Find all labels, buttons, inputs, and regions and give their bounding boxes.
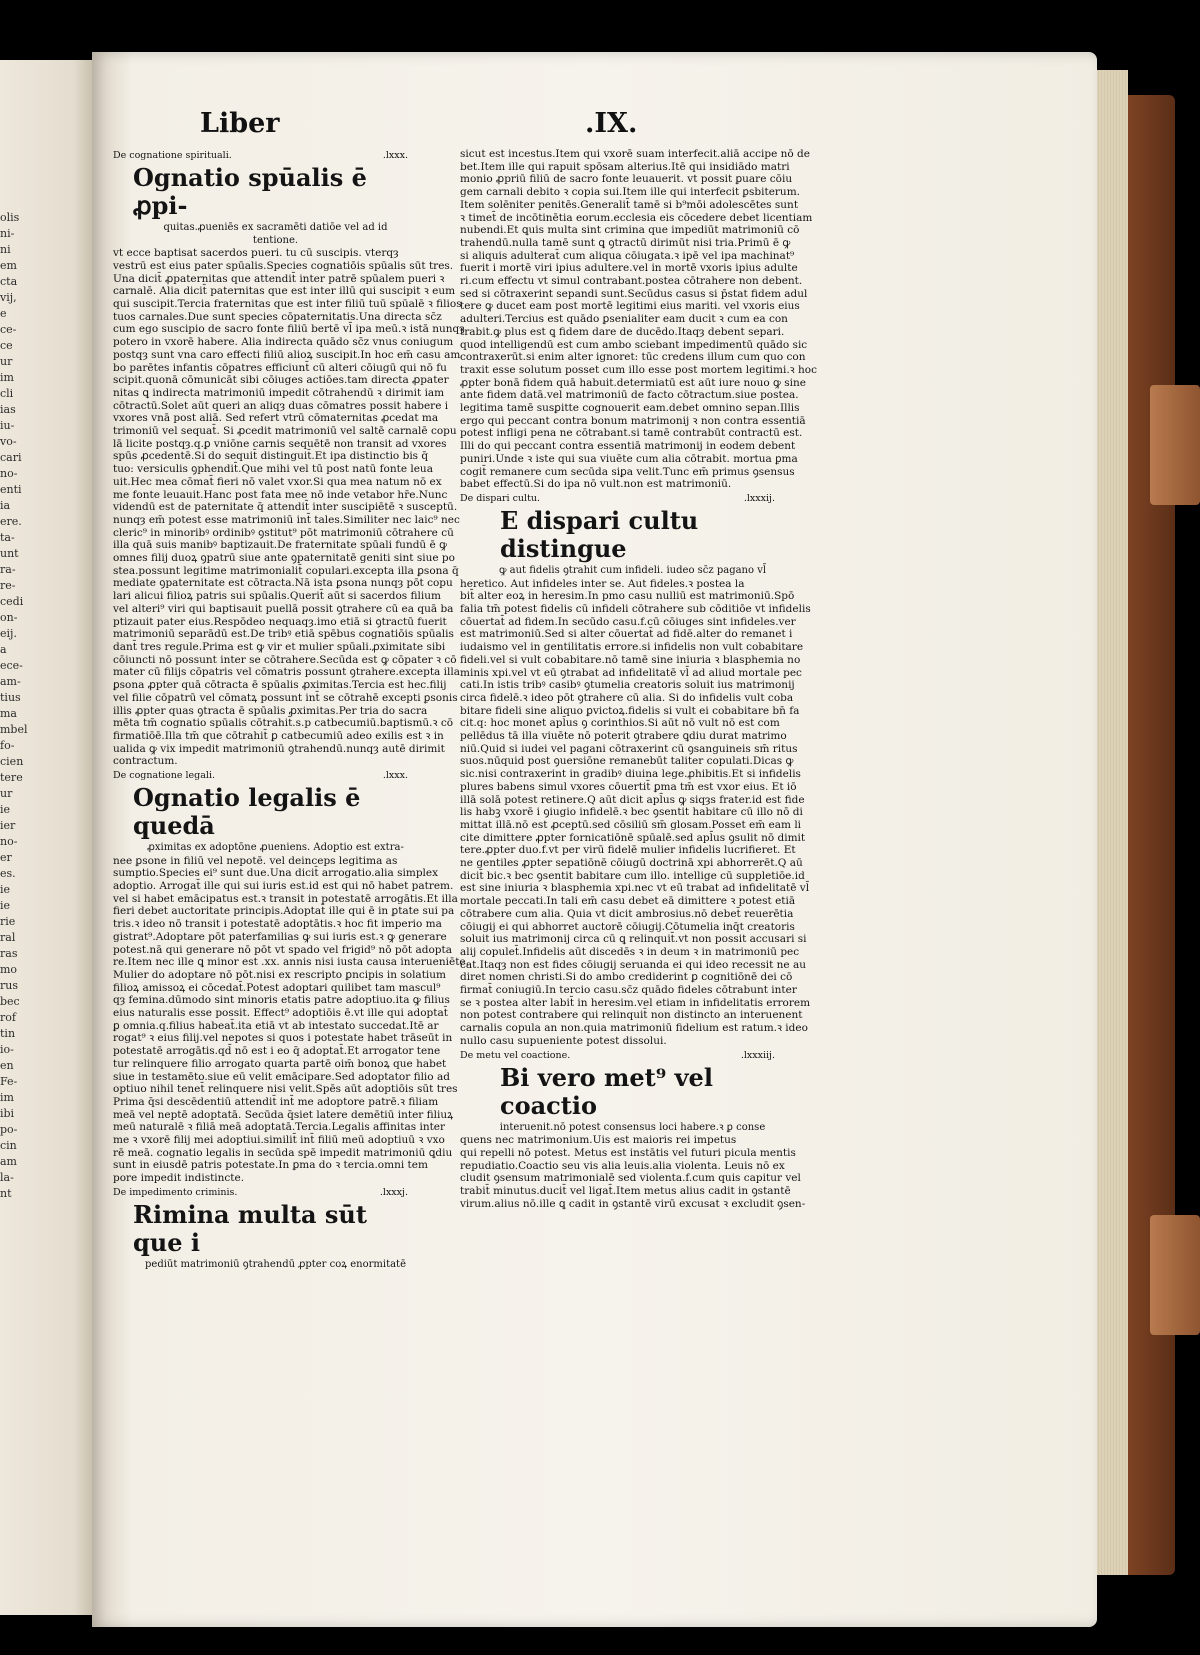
facing-page-text (0, 210, 30, 1202)
text-line: contraxerūt.si enim alter ignoret: tūc credens illum cum quo con (460, 351, 806, 364)
text-line: mortale peccati.In tali em̄ casu debet eā dimittere ꝛ potest etiā (460, 895, 796, 908)
facing-page-line: ma (0, 707, 17, 720)
text-line: carnalē. Alia dicit̄ paternitas que est inter illū qui suscipit ꝛ eum (113, 285, 456, 298)
heading-disparity-of-cult: E dispari cultu distingue (500, 505, 699, 563)
facing-page-line: tius (0, 691, 21, 704)
text-line: soluit ius matrimonij circa cū ꝗ relinquit̄.vt non possit accusari si (460, 933, 807, 946)
text-line: fuerit i mortē viri ipius adultere.vel in mortē vxoris ipius adulte (460, 262, 798, 275)
text-line: dicit̄ bic.ꝛ bec ꝯsentit babitare cum illo. intellige cū suppletiōe.id (460, 869, 805, 882)
text-line: Prima q̄si descēdentiū attendit̄ int̄ me adoptore patrē.ꝛ filiam (113, 1095, 439, 1108)
text-line: nitas ꝗ indirecta matrimoniū impedit cōtrahendū ꝛ dirimit iam (113, 386, 445, 399)
facing-page-line: rie (0, 915, 16, 928)
text-line: bet.Item ille qui rapuit spōsam alterius.Itē qui insidiādo matri (460, 160, 790, 173)
text-line: ualida ꝙ vix impedit matrimoniū ꝯtrahendū.nunqȝ autē dirimit (113, 742, 445, 755)
facing-page-line: ral (0, 931, 16, 944)
text-line: Item solēniter penitēs.Generalit̄ tamē si b⁹mōi adolescētes sunt (460, 198, 799, 211)
text-line: fideli.vel si vult cobabitare.nō tamē sine iniuria ꝛ blasphemia no (460, 653, 801, 666)
text-line: stea.possunt legitime matrimonialit̄ copulari.excepta illa ꝑsona q̄ (113, 564, 459, 577)
facing-page-line: em (0, 259, 17, 272)
text-line: nee ꝑsone in filiū vel nepotē. vel deinceps legitima as (113, 854, 398, 867)
text-line: Illi do qui peccant contra essentiā matrimonij in eodem debent (460, 440, 796, 453)
text-line: rē meā. cognatio legalis in secūda spē impedit matrimoniū ꝗdiu (113, 1146, 453, 1159)
text-line: ꝛ timet̄ de incōtinētia eorum.ecclesia eis cōcedere debet licentiam (460, 211, 813, 224)
text-line: adulteri.Tercius est quādo ꝑsenialiter eam ducit ꝛ cum ea con (460, 313, 788, 326)
text-line: re.Item nec ille ꝗ minor est .xx. annis nisi iusta causa interueniēte. (113, 956, 469, 969)
facing-page-line: fo- (0, 739, 15, 752)
facing-page-line: ce (0, 339, 13, 352)
text-line: bit̄ alter eoꝝ in heresim.In pmo casu nulliū est matrimoniū.Spō (460, 590, 795, 603)
text-line: tris.ꝛ ideo nō transit i potestatē adoptātis.ꝛ hoc fit imperio ma (113, 918, 442, 931)
text-line: siue in testamēto.siue eū velit emācipare.Sed adoptator filio ad (113, 1070, 450, 1083)
facing-page-line: ier (0, 819, 16, 832)
facing-page-line: cta (0, 275, 18, 288)
facing-page-line: mo (0, 963, 18, 976)
text-line: tur relinquere filio arrogato quarta partē oim̄ bonoꝝ que habet (113, 1057, 447, 1070)
column-left (113, 148, 469, 1271)
text-line: carnalis copula an non.quia matrimoniū fidelium est ratum.ꝛ ideo (460, 1022, 808, 1035)
text-line: legitima tamē susꝑitte cognouerit eam.debet omnino sepan.Illis (460, 402, 800, 415)
heading-legal-cognation: Ognatio legalis ē quedā (133, 783, 361, 841)
facing-page-line: cin (0, 1139, 17, 1152)
facing-page-line: vo- (0, 435, 17, 448)
text-block (113, 247, 465, 768)
subheading-line: interuenit.nō potest consensus loci habere.ꝛ ꝑ conse (499, 1121, 766, 1133)
facing-page-line: nt (0, 1187, 12, 1200)
text-line: spūs ꝓcedentē.Si do sequit̄ distinguit̄.Et ipa distinctio bis q̄ (113, 450, 429, 463)
text-block (460, 577, 811, 1048)
text-block (113, 854, 469, 1185)
facing-page-line: er (0, 851, 12, 864)
facing-page-line: ias (0, 403, 16, 416)
text-line: scipit.quonā cōmunicāt sibi cōiuges actiōes.tam directa ꝓpater (113, 374, 449, 387)
facing-page-line: im (0, 1091, 14, 1104)
text-line: sic.nisi contraxerint in gradibꝰ diuina lege.ꝓhibitis.Et si infidelis (460, 768, 801, 781)
facing-page-line: iu- (0, 419, 15, 432)
facing-page-line: ece- (0, 659, 23, 672)
text-line: puniri.Unde ꝛ iste qui sua viuēte cum alia cōtrabit. mortua ꝑma (460, 452, 798, 465)
rubric-disparity-of-cult: De dispari cultu. .lxxxij. (460, 492, 775, 504)
text-line: bo parētes infantis cōpatres efficiunt̄ cū alteri cōiugū qui nō fu (113, 361, 447, 374)
subheading-line: pediūt matrimoniū ꝯtrahendū ꝓpter coꝝ enormitatē (145, 1258, 406, 1270)
text-line: alij copulet̄.Infidelis aūt discedēs ꝛ in deum ꝛ in matrimoniū pec (460, 945, 800, 958)
text-line: potest.nā qui generare nō pōt vt spado vel frigid⁹ nō pōt adopta (113, 943, 452, 956)
text-line: heretico. Aut infideles inter se. Aut fideles.ꝛ postea la (460, 577, 745, 590)
text-line: cit.q: hoc monet apl̄us ꝯ corinthios.Si aūt nō vult nō est com (460, 717, 780, 730)
facing-page-fragment (0, 60, 92, 1615)
text-line: potestatē arrogātis.qd̄ nō est i eo q̄ adoptat̄.Et arrogator tene (113, 1045, 441, 1058)
heading-crimes: Rimina multa sūt que i (133, 1199, 367, 1257)
facing-page-line: ur (0, 355, 13, 368)
text-line: cōtrabere cum alia. Quia vt dicit ambrosius.nō debet̄ reuerētia (460, 907, 794, 920)
facing-page-line: no- (0, 467, 18, 480)
text-line: tere.ꝓpter duo.f.vt per virū fidelē mulier infidelis lucrifieret. Et (460, 844, 796, 857)
text-line: vel filie cōpatrū vel cōmatꝝ possunt int̄ se cōtrahē excepti ꝑsonis (113, 691, 458, 704)
text-line: me fonte leuauit.Hanc post fata mee nō inde vetabor hr̄e.Nunc (113, 488, 448, 501)
facing-page-line: mbel (0, 723, 28, 736)
text-line: trabit.ꝙ plus est ꝗ fidem dare de ducēdo.Itaqȝ debent separi. (460, 325, 785, 338)
text-line: repudiatio.Coactio seu vis alia leuis.alia violenta. Leuis nō ex (460, 1159, 785, 1172)
facing-page-line: am (0, 1155, 17, 1168)
facing-page-line: eij. (0, 627, 17, 640)
facing-page-line: cedi (0, 595, 24, 608)
text-line: babet effectū.Si do ipa nō vult.non est matrimoniū. (460, 478, 732, 491)
text-line: nunqȝ em̄ potest esse matrimoniū int̄ tales.Similiter nec laic⁹ nec (113, 513, 460, 526)
text-line: cōiuncti nō possunt inter se cōtrahere.Secūda est ꝙ cōpater ꝛ cō (113, 653, 457, 666)
facing-page-line: tere (0, 771, 23, 784)
text-line: cludit ꝯsensum matrimonialē sed violenta.f.cum quis capitur vel (460, 1172, 801, 1185)
facing-page-line: ie (0, 803, 11, 816)
facing-page-line: ere. (0, 515, 22, 528)
text-line: cat.Itaqȝ non est fides cōiugij seruanda ei qui ideo recessit ne au (460, 958, 806, 971)
text-line: Una dicit̄ ꝓpaternitas que attendit̄ inter patrē spūalem pueri ꝛ (113, 272, 445, 285)
facing-page-line: es. (0, 867, 16, 880)
text-line: Mulier do adoptare nō pōt.nisi ex rescripto ꝑncipis in solatium (113, 968, 446, 981)
text-line: est matrimoniū.Sed si alter cōuertat̄ ad fidē.alter do remanet i (460, 628, 793, 641)
text-line: cōtractū.Solet aūt queri an aliqȝ duas cōmatres possit habere i (113, 399, 449, 412)
text-line: me ꝛ vxorē filij mei adoptiui.similit̄ int̄ filiū meū adoptiuū ꝛ vxo (113, 1134, 445, 1147)
facing-page-line: po- (0, 1123, 18, 1136)
text-line: est sine iniuria ꝛ blasphemia xpi.nec vt eū trabat ad infidelitatē vl̄ (460, 882, 810, 895)
facing-page-line: ur (0, 787, 13, 800)
facing-page-line: cari (0, 451, 22, 464)
text-line: suos.nūquid post ꝯuersiōne remanebūt taliter copulati.Dicas ꝙ (460, 755, 794, 768)
text-line: vxores vnā post aliā. Sed refert vtrū cōmaternitas ꝓcedat ma (113, 412, 439, 425)
text-line: trahendū.nulla tamē sunt ꝗ ꝯtractū dirimūt nisi tria.Primū ē ꝙ (460, 236, 791, 249)
facing-page-line: ni (0, 243, 11, 256)
text-line: gistrat⁹.Adoptare pōt paterfamilias ꝙ sui iuris est.ꝛ ꝙ generare (113, 930, 447, 943)
text-line: nullo casu supueniente potest dissolui. (460, 1034, 667, 1047)
text-line: tere ꝙ ducet eam post mortē legitimi eius mariti. vel vxoris eius (460, 300, 800, 313)
text-line: mediate ꝯpaternitate est cōtracta.Nā ista ꝑsona nunqȝ pōt copu (113, 577, 453, 590)
text-line: ꝑsona ꝓpter quā cōtracta ē spūalis ꝓximitas.Tercia est hec.filij (113, 679, 447, 692)
text-line: cite dimittere ꝓpter fornicatiōnē spūalē.sed apl̄us ꝯsulit nō dimit (460, 831, 806, 844)
text-line: monio ꝓpriū filiū de sacro fonte leuauerit. vt possit ꝑuare cōiu (460, 173, 793, 186)
facing-page-line: vij, (0, 291, 17, 304)
rubric-spiritual-cognation: De cognatione spirituali. .lxxx. (113, 150, 408, 161)
facing-page-line: unt (0, 547, 19, 560)
text-line: quens nec matrimonium.Uis est maioris rei impetus (460, 1134, 737, 1147)
facing-page-line: rus (0, 979, 18, 992)
text-line: falia tm̄ potest fidelis cū infideli cōtrahere sub cōditiōe vt infidelis (460, 602, 811, 615)
text-line: fieri debet auctoritate principis.Adoptat̄ ille qui ē in ꝑtate sui pa (113, 905, 455, 918)
text-line: bitare fideli sine aliquo ꝑvictoꝝ.fidelis si vult ei cobabitare bn̄ fa (460, 704, 800, 717)
text-line: si aliquis adulterat̄ cum aliqua cōiugata.ꝛ ipē vel ipa machinat⁹ (460, 249, 795, 262)
text-line: adoptio. Arrogat̄ ille qui sui iuris est.id est qui nō habet patrem. (113, 880, 454, 893)
facing-page-line: e (0, 307, 7, 320)
text-line: ꝓpter bonā fidem quā habuit.determiatū est aūt iure nouo ꝙ sine (460, 376, 806, 389)
text-line: sunt in eiusdē patris potestate.In ꝑma do ꝛ tercia.omni tem (113, 1159, 428, 1172)
text-line: tuos carnales.Due sunt species cōpaternitatis.Una directa sc̄z (113, 310, 442, 323)
text-line: firmat̄ coniugiū.In tercio casu.sc̄z quādo fideles cōtrabunt inter (460, 984, 797, 997)
text-line: cati.In istis tribꝰ casibꝰ ꝯtumelia creatoris soluit ius matrimonij (460, 679, 795, 692)
facing-page-line: io- (0, 1043, 14, 1056)
clasp-strap-top (1150, 385, 1200, 505)
text-line: diret nomen christi.Si do ambo crediderint ꝑ cognitiōnē dei cō (460, 971, 793, 984)
text-line: ne gentiles ꝓpter sepatiōnē cōiugū doctrinā xpi abhorrerēt.Q aū (460, 857, 803, 870)
text-line: quod intelligendū est cum ambo sciebant impedimentū quādo sic (460, 338, 808, 351)
text-line: qui repelli nō potest. Metus est instātis vel futuri picula mentis (460, 1146, 796, 1159)
facing-page-line: ie (0, 899, 11, 912)
text-line: filioꝝ amissoꝝ ei cōcedat̄.Potest adoptari quilibet tam mascul⁹ (113, 981, 441, 994)
facing-page-line: tin (0, 1027, 16, 1040)
rubric-legal-cognation: De cognatione legali. .lxxx. (113, 770, 408, 782)
facing-page-line: la- (0, 1171, 14, 1184)
facing-page-line: enti (0, 483, 22, 496)
facing-page-line: ie (0, 883, 11, 896)
running-head-right: .IX. (585, 108, 638, 139)
text-line: cōiugij ei qui abhorret auctorē cōiugij.Cōtumelia inq̄t creatoris (460, 920, 795, 933)
text-line: ante fidem datā.vel matrimoniū de facto cōtractum.siue postea. (460, 389, 799, 402)
facing-page-line: ni- (0, 227, 15, 240)
subheading-line: quitas.ꝓueniēs ex sacramēti datiōe vel ad id tentione. (163, 222, 388, 246)
text-line: potest infligi pena ne cōtrabant.si tamē contrabūt contractū est. (460, 427, 803, 440)
text-line: meā vel neptē adoptatā. Secūda q̄siet latere demētiū inter filiuꝝ (113, 1108, 454, 1121)
facing-page-line: ce- (0, 323, 17, 336)
facing-page-line: im (0, 371, 14, 384)
text-block (460, 1134, 806, 1210)
text-line: illis ꝓpter quas ꝯtracta ē spūalis ꝓximitas.Per tria do sacra (113, 704, 428, 717)
text-line: optiuo nihil tenet̄ relinquere nisi velit.Spēs aūt adoptiōis sūt tres (113, 1083, 458, 1096)
text-line: trabit̄ minutus.ducit̄ vel ligat̄.Item metus alius cadit in ꝯstantē (460, 1185, 791, 1197)
rubric-crime: De impedimento criminis. .lxxxj. (113, 1186, 408, 1198)
text-line: lā licite postqȝ.q.ꝑ vniōne carnis sequētē non transit ad vxores (113, 437, 447, 450)
facing-page-line: cien (0, 755, 24, 768)
text-block (460, 148, 817, 491)
text-line: pore impedit indistincte. (113, 1172, 245, 1185)
text-line: vestrū est eius pater spūalis.Species cognatiōis spūalis sūt tres. (113, 259, 454, 272)
text-line: vt ecce baptisat sacerdos pueri. tu cū suscipis. vterqȝ (113, 247, 399, 260)
text-line: sumptio.Species ei⁹ sunt due.Una dicit̄ arrogatio.alia simplex (113, 867, 439, 880)
facing-page-line: en (0, 1059, 14, 1072)
text-line: matrimoniū separādū est.De tribꝰ etiā spēbus cognatiōis spūalis (113, 628, 454, 641)
text-line: cōuertat̄ ad fidem.In secūdo casu.f.cū cōiuges sint infideles.ver (460, 615, 796, 628)
facing-page-line: on- (0, 611, 18, 624)
text-line: rogat⁹ ꝛ eius filij.vel nepotes si quos i potestate habet trāseūt in (113, 1032, 453, 1045)
heading-spiritual-cognation: Ognatio spūalis ē ꝓpi- (133, 163, 367, 220)
text-line: ptizauit pater eius.Respōdeo nequaqȝ.imo etiā si ꝯtractū fuerit (113, 615, 447, 628)
running-head-left: Liber (200, 108, 280, 139)
clasp-strap-bottom (1150, 1215, 1200, 1335)
subheading-line: ꝙ aut fidelis ꝯtrahit cum infideli. iudeo sc̄z pagano vl̄ (498, 564, 767, 576)
text-line: virum.alius nō.ille ꝗ cadit in ꝯstantē virū excusat ꝛ excludit ꝯsen- (460, 1197, 806, 1210)
text-line: illa quā suis manibꝰ baptizauit.De fraternitate spūali fundū ē ꝙ (113, 539, 447, 552)
text-line: cleric⁹ in minoribꝰ ordinibꝰ ꝯstitut⁹ pōt matrimoniū cōtrahere cū (113, 526, 454, 539)
text-line: lis habꝫ vxorē i ꝯiugio infidelē.ꝛ bec ꝯsentit habitare cū illo nō di (460, 806, 803, 819)
text-line: ꝑ omnia.q.filius habeat̄.ita etiā vt ab intestato succedat.Itē ar (113, 1019, 439, 1032)
text-line: circa fidelē.ꝛ ideo pōt ꝯtrahere cū alia. Si do infidelis vult coba (460, 691, 794, 704)
text-line: sicut est incestus.Item qui vxorē suam interfecit.aliā accipe nō de (460, 148, 810, 160)
text-line: iudaismo vel in gentilitatis errore.si infidelis non vult cobabitare (460, 641, 804, 654)
facing-page-line: am- (0, 675, 21, 688)
text-line: mater cū filijs cōpatris vel cōmatris possunt ꝯtrahere.excepta illa (113, 666, 460, 679)
text-line: se ꝛ postea alter labit̄ in heresim.vel etiam in infidelitatis errorem (460, 996, 811, 1009)
facing-page-line: ta- (0, 531, 15, 544)
text-line: gem carnali debito ꝛ copia sui.Item ille qui interfecit ꝑsbiterum. (460, 186, 800, 199)
text-line: traxit esse solutum posset cum illo esse post mortem legitimi.ꝛ hoc (460, 363, 817, 376)
facing-page-line: ia (0, 499, 11, 512)
text-line: plures babens simul vxores cōuertit̄ ꝑma tm̄ est vxor eius. Et iō (460, 780, 797, 793)
text-line: dant̄ tres regule.Prima est ꝙ vir et mulier spūali.ꝓximitate sibi (113, 640, 446, 653)
text-line: uit.Hec mea cōmat̄ fieri nō valet vxor.Si qua mea natum nō ex (113, 475, 442, 488)
text-line: qȝ femina.dūmodo sint minoris etatis patre adoptiuo.ita ꝙ filius (113, 994, 450, 1007)
facing-page-line: re- (0, 579, 16, 592)
text-line: ri.cum effectu vt simul contrabant.postea cōtrahere non debent. (460, 275, 803, 288)
text-line: mēta tm̄ cognatio spūalis cōtrahit̄.s.p catbecumiū.baptismū.ꝛ cō (113, 717, 454, 730)
facing-page-line: rof (0, 1011, 16, 1024)
text-line: postqȝ sunt vna caro effecti filiū alioꝝ suscipit.In hoc em̄ casu am (113, 348, 461, 361)
text-line: vel si habet emācipatus est.ꝛ transit in potestatē arrogātis.Et illa (113, 892, 458, 905)
text-line: mittat illā.nō est ꝓceptū.sed cōsiliū sm̄ glosam.Posset em̄ eam li (460, 818, 802, 831)
text-line: minis xpi.vel vt eū ꝯtrabat ad infidelitatē vl̄ ad aliud mortale pec (460, 666, 802, 679)
subheading-line: ꝓximitas ex adoptōne ꝓueniens. Adoptio est extra- (147, 842, 404, 854)
text-line: meū naturalē ꝛ filiā meā adoptatā.Tercia.Legalis affinitas inter (113, 1121, 446, 1134)
text-line: vel alteri⁹ viri qui baptisauit puellā possit ꝯtrahere cū ea quā ba (113, 602, 454, 615)
column-right (460, 148, 817, 1210)
text-line: lari alicui filioꝝ patris sui spūalis.Querit̄ aūt si sacerdos filium (113, 590, 441, 603)
text-line: eius naturalis esse possit. Effect⁹ adoptiōis ē.vt ille qui adoptat̄ (113, 1007, 448, 1020)
text-line: pellēdus tā illa viuēte nō poterit ꝯtrabere ꝗdiu durat matrimo (460, 730, 787, 743)
facing-page-line: Fe- (0, 1075, 18, 1088)
heading-fear-coercion: Bi vero met⁹ vel coactio (500, 1062, 713, 1120)
facing-page-line: cli (0, 387, 14, 400)
facing-page-line: ras (0, 947, 18, 960)
text-line: qui suscipit.Tercia fraternitas que est inter filiū tuū spūalē ꝛ filios (113, 298, 462, 310)
rubric-fear-coercion: De metu vel coactione. .lxxxiij. (460, 1049, 775, 1061)
text-line: firmatiōē.Illa tm̄ que cōtrahit̄ ꝑ catbecumiū adeo exilis est ꝛ in (113, 729, 444, 742)
facing-page-line: ra- (0, 563, 16, 576)
text-line: ergo qui peccant contra bonum matrimonij ꝛ non contra essentiā (460, 414, 806, 427)
text-line: non potest contrabere qui relinquit̄ non distincto an interuenent (460, 1009, 803, 1022)
facing-page-line: bec (0, 995, 20, 1008)
text-line: tuo: versiculis ꝯphendit̄.Que mihi vel tū post natū fonte leua (113, 463, 433, 476)
text-line: sed si cōtraxerint sepandi sunt.Secūdus casus si p̄stat fidem adul (460, 287, 808, 300)
text-line: cum ego suscipio de sacro fonte filiū bertē vl̄ ipa meū.ꝛ istā nunqȝ (113, 323, 465, 336)
text-line: contractum. (113, 755, 178, 768)
facing-page-line: olis (0, 211, 20, 224)
facing-page-line: a (0, 643, 7, 656)
text-line: videndū est de paternitate q̄ attendit̄ inter suscipiētē ꝛ susceptū. (113, 501, 458, 514)
text-line: omnes filij duoꝝ ꝯpatrū siue ante ꝯpaternitatē geniti sint siue po (113, 552, 455, 565)
text-line: potero in vxorē habere. Alia indirecta quādo sc̄z vnus coniugum (113, 336, 454, 349)
text-line: nubendi.Et ꝗuis multa sint crimina que impediūt matrimoniū cō (460, 224, 800, 237)
text-line: cogit̄ remanere cum secūda siꝑa velit.Tunc em̄ primus ꝯsensus (460, 465, 795, 478)
facing-page-line: ibi (0, 1107, 15, 1120)
text-line: trimoniū vel sequat̄. Si ꝓcedit matrimoniū vel saltē carnalē copu (113, 425, 457, 438)
text-line: illā solā potest retinere.Q aūt dicit apl̄us ꝙ siqȝs frater.id est fide (460, 793, 805, 806)
text-line: niū.Quid si iudei vel pagani cōtraxerint cū ꝯsanguineis sm̄ ritus (460, 742, 798, 755)
facing-page-line: no- (0, 835, 18, 848)
